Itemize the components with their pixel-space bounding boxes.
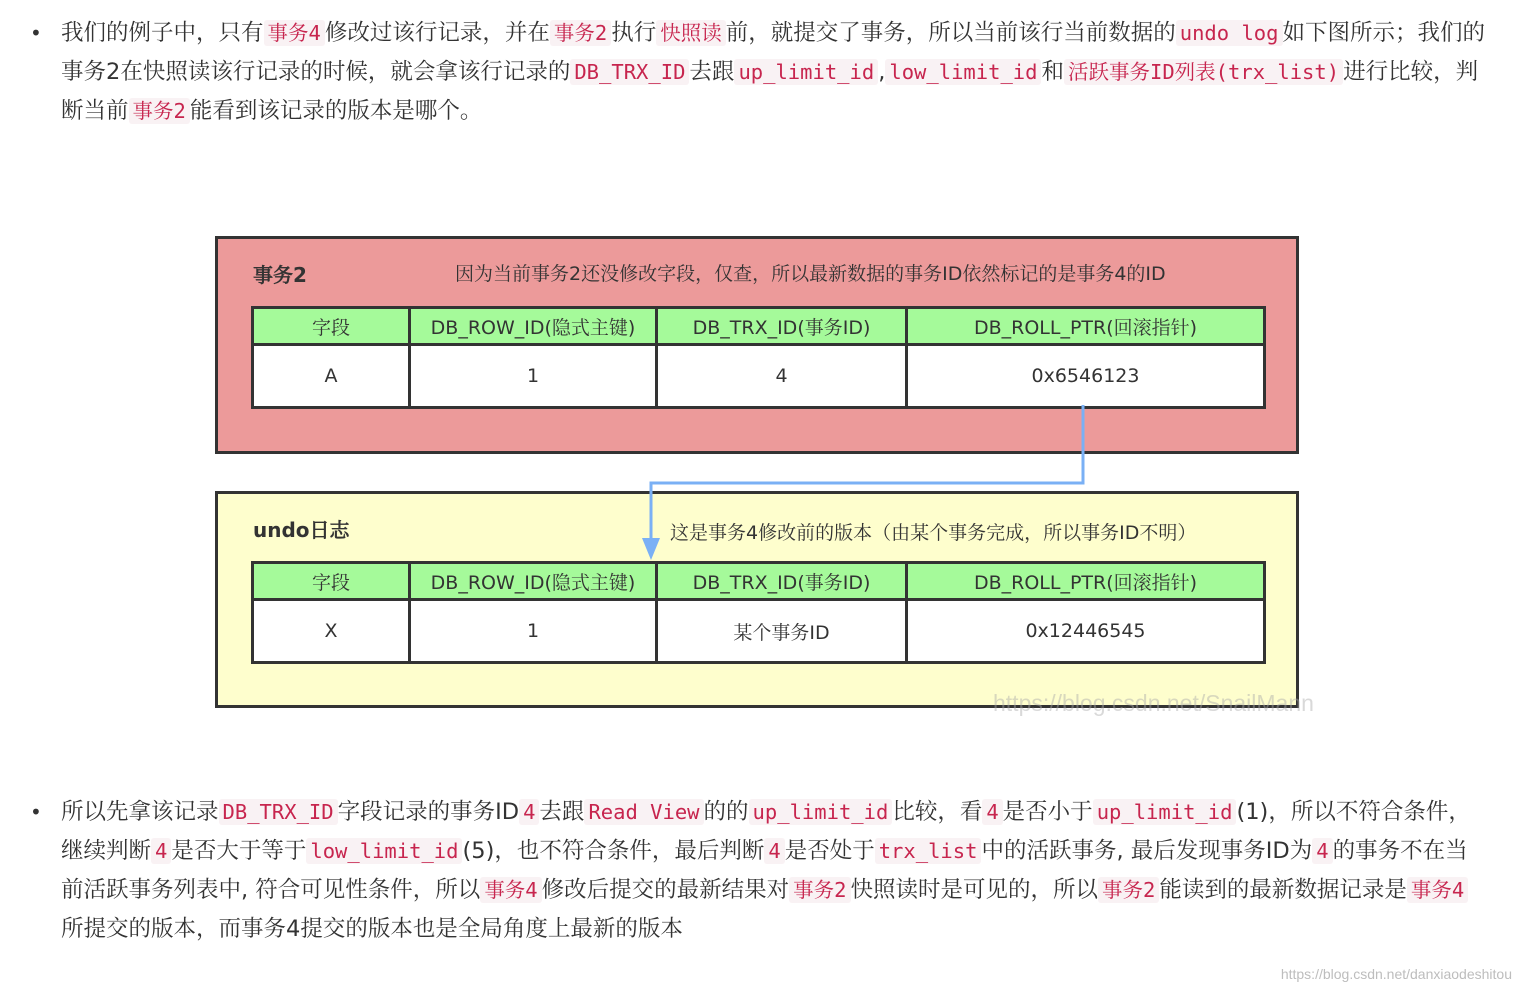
table-row (253, 345, 1265, 408)
inline-code: 4 (764, 838, 784, 864)
table-cell: A (253, 345, 410, 408)
text-run: 能看到该记录的版本是哪个。 (189, 98, 483, 124)
inline-code: 4 (151, 838, 171, 864)
bullet: • (30, 21, 42, 45)
text-run: 如下图所示；我们的事务2在快照读该行记录的时候，就会拿该行记录的 (61, 20, 1486, 85)
text-run: 前，就提交了事务，所以当前该行当前数据的 (725, 20, 1176, 46)
inline-code: DB_TRX_ID (219, 799, 338, 825)
text-run: 执行 (611, 20, 657, 46)
paragraph-2 (30, 793, 1490, 949)
text-run: 是否处于 (784, 838, 875, 864)
inline-code: trx_list (875, 838, 982, 864)
inline-code: low_limit_id (885, 59, 1041, 85)
inline-code: 4 (519, 799, 539, 825)
record-table (251, 306, 1266, 409)
text-run: 所提交的版本，而事务4提交的版本也是全局角度上最新的版本 (61, 916, 683, 942)
table-row (253, 600, 1265, 663)
header-cell: 字段 (253, 563, 410, 600)
inline-code: 活跃事务ID列表(trx_list) (1064, 59, 1343, 85)
table-cell: 0x6546123 (907, 345, 1265, 408)
inline-code: 4 (1312, 838, 1332, 864)
text-run: 所以先拿该记录 (61, 799, 219, 825)
text-run: 进行比较，判断当前 (61, 59, 1479, 124)
header-cell: DB_ROLL_PTR(回滚指针) (907, 563, 1265, 600)
text-run: 比较，看 (892, 799, 983, 825)
text-run: 快照读时是可见的，所以 (850, 877, 1099, 903)
bullet: • (30, 800, 42, 824)
inline-code: 事务4 (1407, 877, 1468, 903)
box-title: undo日志 (253, 518, 350, 542)
table-cell: 1 (410, 345, 657, 408)
inline-code: 事务2 (550, 20, 611, 46)
inline-code: up_limit_id (734, 59, 878, 85)
box-title: 事务2 (253, 263, 307, 287)
inline-code: up_limit_id (749, 799, 893, 825)
inline-code: 事务4 (480, 877, 541, 903)
text-run: (1)，所以不符合条件，继续判断 (61, 799, 1471, 864)
text-run: 能读到的最新数据记录是 (1159, 877, 1407, 903)
header-cell: DB_ROW_ID(隐式主键) (410, 308, 657, 345)
header-cell: DB_ROLL_PTR(回滚指针) (907, 308, 1265, 345)
inline-code: 4 (982, 799, 1002, 825)
text-run: 字段记录的事务ID (337, 799, 520, 825)
table-cell: 4 (657, 345, 907, 408)
table-header-row (253, 563, 1265, 600)
header-cell: DB_TRX_ID(事务ID) (657, 563, 907, 600)
text-run: 修改后提交的最新结果对 (541, 877, 790, 903)
transaction-2-box (215, 236, 1299, 454)
text-run: (5)，也不符合条件，最后判断 (462, 838, 765, 864)
paragraph-1-text (61, 14, 1490, 131)
box-note: 这是事务4修改前的版本（由某个事务完成，所以事务ID不明） (670, 522, 1197, 544)
text-run: 我们的例子中，只有 (61, 20, 264, 46)
table-header-row (253, 308, 1265, 345)
box-note: 因为当前事务2还没修改字段，仅查，所以最新数据的事务ID依然标记的是事务4的ID (455, 263, 1166, 285)
inline-code: low_limit_id (306, 838, 462, 864)
table-cell: 0x12446545 (907, 600, 1265, 663)
text-run: 去跟 (689, 59, 735, 85)
header-cell: DB_ROW_ID(隐式主键) (410, 563, 657, 600)
diagram-watermark: https://blog.csdn.net/SnailMann (993, 690, 1314, 716)
inline-code: 事务2 (1098, 877, 1159, 903)
footer-watermark: https://blog.csdn.net/danxiaodeshitou (1280, 966, 1512, 982)
paragraph-2-text (61, 793, 1490, 949)
header-cell: 字段 (253, 308, 410, 345)
inline-code: undo log (1176, 20, 1283, 46)
inline-code: DB_TRX_ID (570, 59, 689, 85)
inline-code: 事务2 (789, 877, 850, 903)
record-table (251, 561, 1266, 664)
undo-log-box (215, 491, 1299, 708)
text-run: 中的活跃事务, 最后发现事务ID为 (981, 838, 1313, 864)
text-run: , (878, 59, 886, 85)
header-cell: DB_TRX_ID(事务ID) (657, 308, 907, 345)
inline-code: up_limit_id (1093, 799, 1237, 825)
text-run: 的事务不在当前活跃事务列表中, 符合可见性条件，所以 (61, 838, 1468, 903)
table-cell: 某个事务ID (657, 600, 907, 663)
text-run: 和 (1041, 59, 1064, 85)
text-run: 去跟 (539, 799, 585, 825)
inline-code: 事务2 (129, 98, 190, 124)
paragraph-1 (30, 14, 1490, 131)
text-run: 是否小于 (1002, 799, 1093, 825)
inline-code: 快照读 (656, 20, 726, 46)
text-run: 是否大于等于 (171, 838, 307, 864)
text-run: 的的 (703, 799, 749, 825)
inline-code: Read View (584, 799, 703, 825)
inline-code: 事务4 (264, 20, 325, 46)
table-cell: 1 (410, 600, 657, 663)
text-run: 修改过该行记录，并在 (324, 20, 550, 46)
table-cell: X (253, 600, 410, 663)
